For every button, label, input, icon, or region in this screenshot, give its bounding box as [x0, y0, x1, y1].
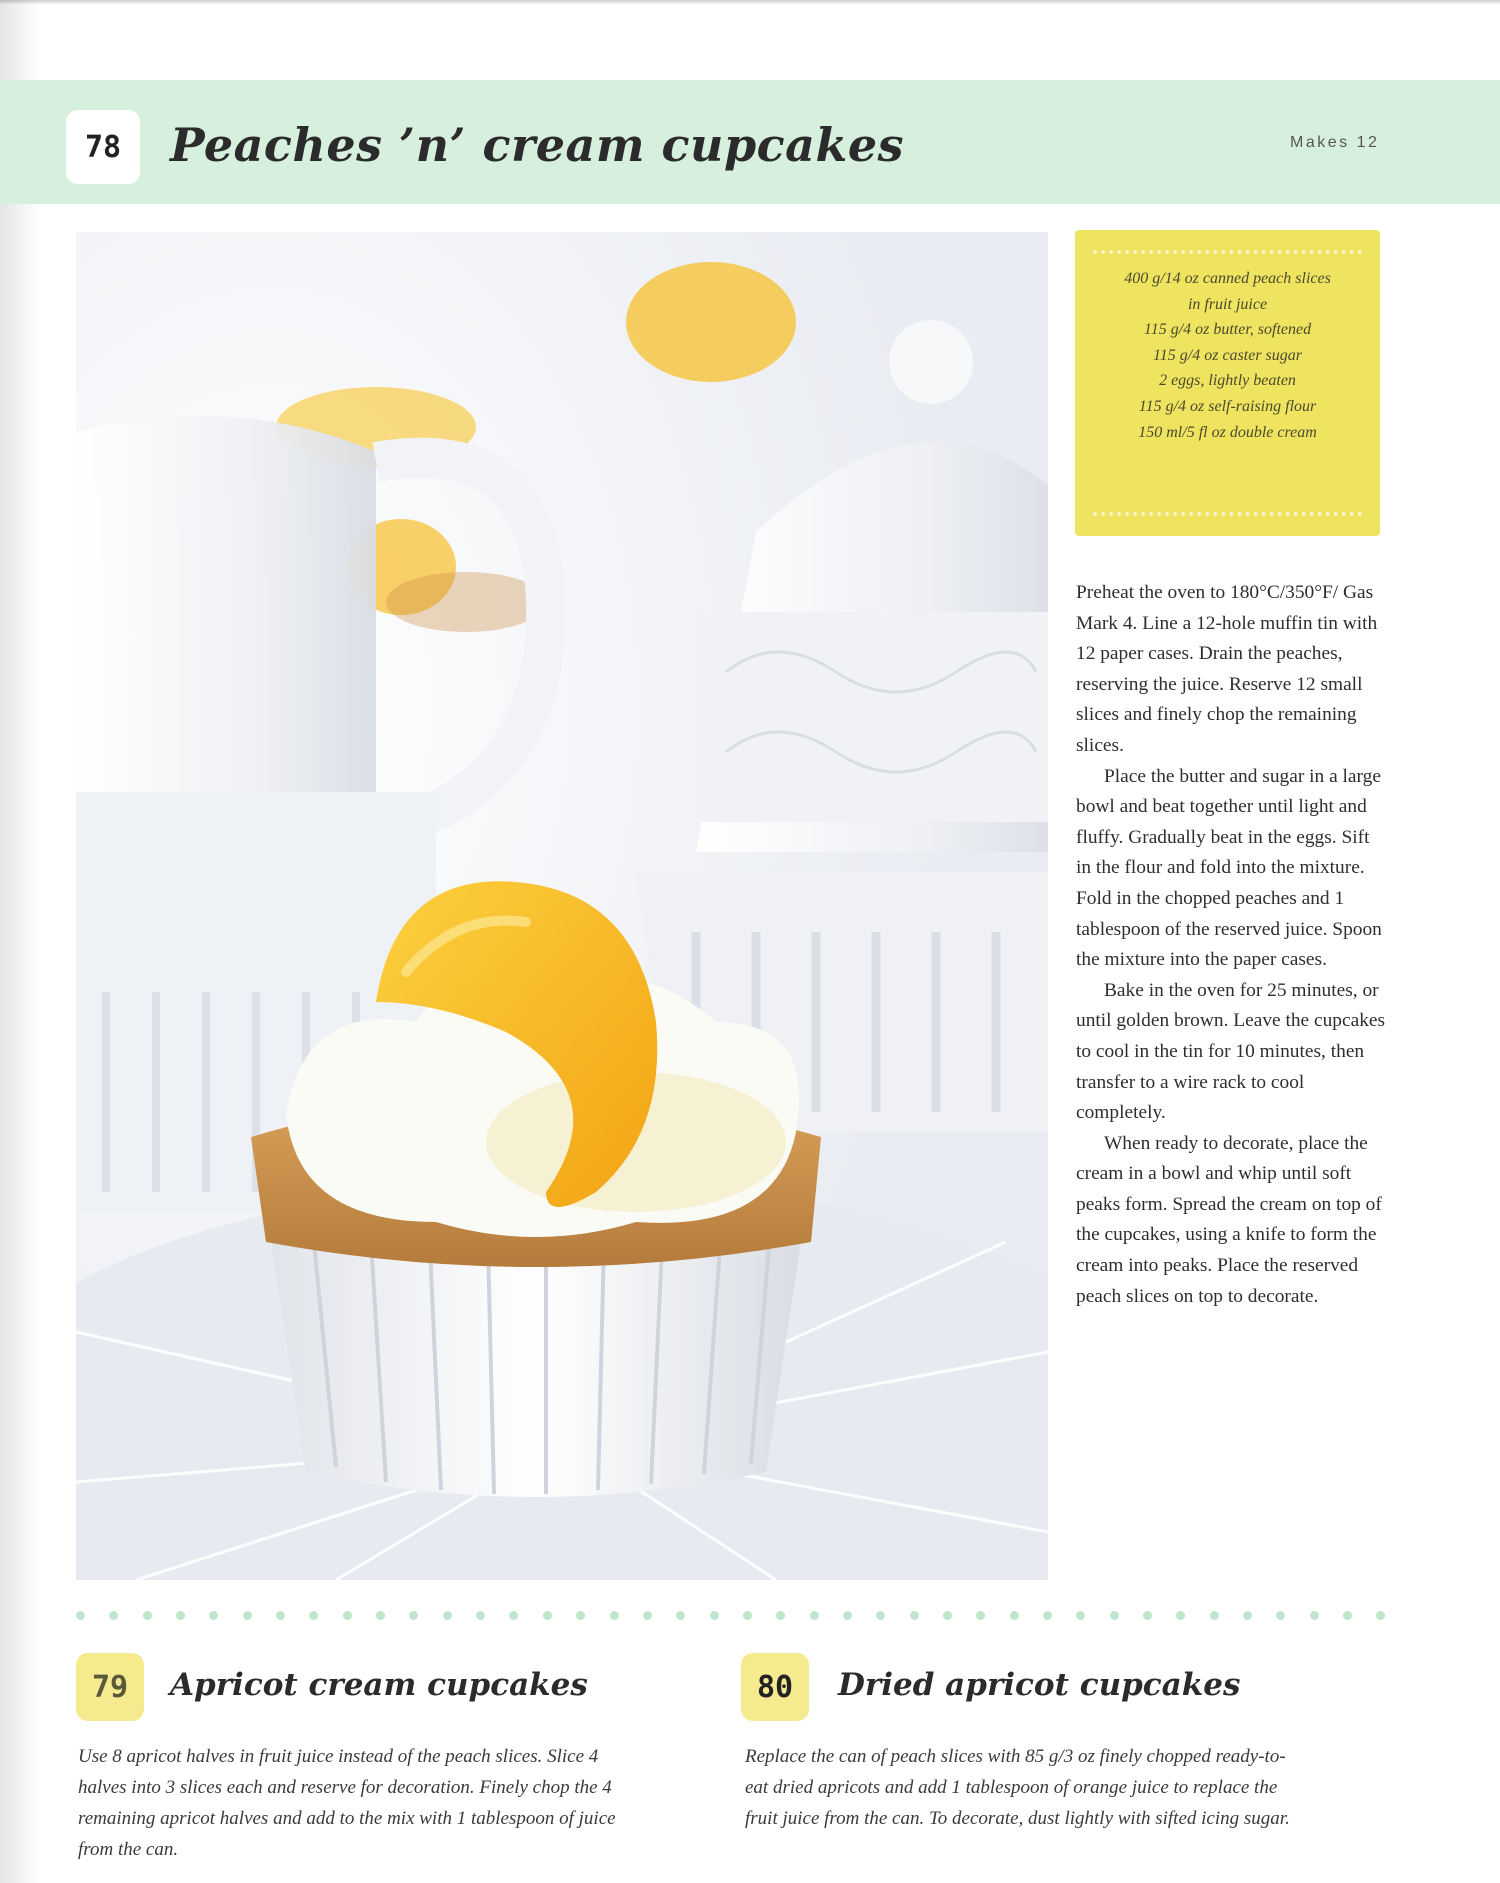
method-step: Bake in the oven for 25 minutes, or until golden brown. Leave the cupcakes to cool in the tin for 10 minutes, then transfer to a wire rack to cool completely. [1076, 979, 1386, 1124]
recipe-title: Peaches ’n’ cream cupcakes [170, 118, 905, 172]
ingredient-line: 115 g/4 oz caster sugar [1152, 346, 1303, 364]
ingredients-box [1075, 230, 1380, 536]
variation-text: Use 8 apricot halves in fruit juice instead of the peach slices. Slice 4 halves into 3 slices each and reserve for decoration. Finely chop the 4 remaining apricot halves and add to the mix with 1 tablespoon of juice from the can. [78, 1746, 616, 1860]
ingredient-line: in fruit juice [1187, 295, 1268, 313]
variation-number-badge: 80 [741, 1653, 809, 1721]
cupcake-photo [76, 232, 1048, 1580]
variation-text: Replace the can of peach slices with 85 g/3 oz finely chopped ready-to-eat dried apricots and add 1 tablespoon of orange juice to replace the fruit juice from the can. To decorate, dust lightly with sifted icing sugar. [745, 1746, 1290, 1829]
dotted-divider [76, 1608, 1386, 1622]
book-spine-shadow [0, 0, 40, 1883]
ingredient-line: 115 g/4 oz self-raising flour [1138, 397, 1317, 415]
variation-title: Dried apricot cupcakes [838, 1667, 1241, 1703]
ingredients-list [1085, 266, 1370, 445]
makes-yield: Makes 12 [1290, 134, 1380, 151]
cupcake-photo-illustration [76, 232, 1048, 1580]
ingredients-dotted-rule-top [1093, 250, 1362, 254]
ingredient-line: 115 g/4 oz butter, softened [1143, 321, 1312, 339]
variation-number-badge: 79 [76, 1653, 144, 1721]
method-step: Preheat the oven to 180°C/350°F/ Gas Mark 4. Line a 12-hole muffin tin with 12 paper cases. Drain the peaches, reserving the juice. Reserve 12 small slices and finely chop the remaining slices. [1076, 582, 1378, 756]
ingredient-line: 150 ml/5 fl oz double cream [1138, 423, 1317, 441]
pot-lid-knob [889, 320, 973, 404]
ingredient-line: 400 g/14 oz canned peach slices [1124, 270, 1331, 287]
ingredients-dotted-rule-bottom [1093, 512, 1362, 516]
method-text [1076, 578, 1386, 1312]
page-top-edge [0, 0, 1500, 4]
method-step: When ready to decorate, place the cream in a bowl and whip until soft peaks form. Spread the cream on top of the cupcakes, using a knife to form the cream into peaks. Place the reserved peach slices on top to decorate. [1076, 1132, 1382, 1307]
variation-title: Apricot cream cupcakes [170, 1667, 588, 1703]
recipe-number-badge: 78 [66, 110, 140, 184]
ingredient-line: 2 eggs, lightly beaten [1159, 372, 1296, 390]
blurred-peach-slice [626, 262, 796, 382]
method-step: Place the butter and sugar in a large bowl and beat together until light and fluffy. Gradually beat in the eggs. Sift in the flour and fold into the mixture. Fold in the chopped peaches and 1 tablespoon of the reserved juice. Spoon the mixture into the paper cases. [1076, 765, 1382, 971]
